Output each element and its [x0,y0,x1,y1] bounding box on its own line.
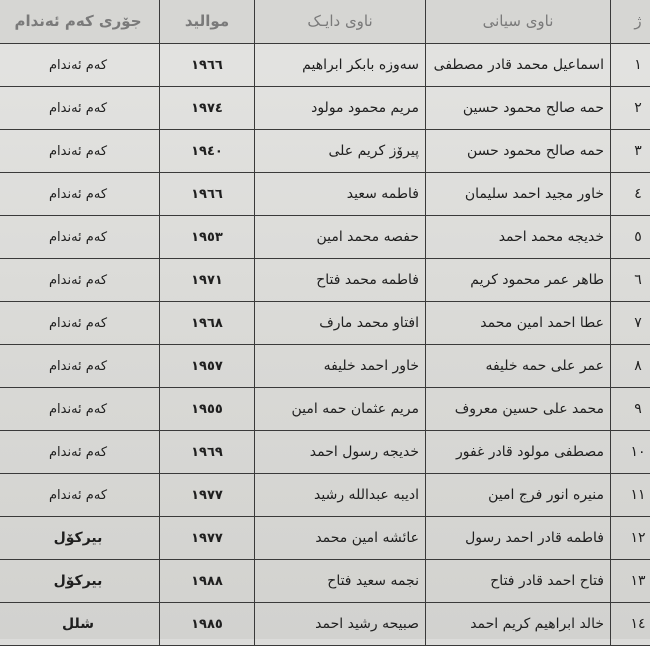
disability-type-cell: کەم ئەندام [0,216,160,259]
full-name-cell: طاهر عمر محمود كريم [426,259,611,302]
mother-name-cell: خديجه رسول احمد [255,431,426,474]
birth-year-cell: ١٩٦٨ [160,302,255,345]
birth-year-cell: ١٩٧٧ [160,474,255,517]
full-name-cell: منيره انور فرج امين [426,474,611,517]
table-row [0,603,650,646]
birth-year-cell: ١٩٧٤ [160,87,255,130]
mother-name-cell: اديبه عبدالله رشيد [255,474,426,517]
mother-name-cell: عائشه امين محمد [255,517,426,560]
header-full-name: ناوی سیانی [426,0,611,44]
full-name-cell: خاور مجيد احمد سليمان [426,173,611,216]
full-name-cell: فاطمه قادر احمد رسول [426,517,611,560]
mother-name-cell: مريم محمود مولود [255,87,426,130]
row-number-cell: ٢ [611,87,650,130]
birth-year-cell: ١٩٨٥ [160,603,255,646]
row-number-cell: ١٤ [611,603,650,646]
disability-type-cell: کەم ئەندام [0,259,160,302]
header-disability-type: جۆری کەم ئەندام [0,0,160,44]
table-row [0,345,650,388]
table-header [0,0,650,44]
table-row [0,560,650,603]
row-number-cell: ٣ [611,130,650,173]
table-row [0,388,650,431]
full-name-cell: حمه صالح محمود حسين [426,87,611,130]
mother-name-cell: فاطمه سعيد [255,173,426,216]
disability-type-cell: بيركۆل [0,560,160,603]
table-row [0,87,650,130]
table-row [0,431,650,474]
mother-name-cell: سەوزە بابكر ابراهيم [255,44,426,87]
disability-type-cell: کەم ئەندام [0,302,160,345]
row-number-cell: ١٣ [611,560,650,603]
birth-year-cell: ١٩٥٥ [160,388,255,431]
disability-type-cell: بيركۆل [0,517,160,560]
birth-year-cell: ١٩٦٦ [160,173,255,216]
disability-type-cell: کەم ئەندام [0,130,160,173]
table-row [0,173,650,216]
disability-type-cell: کەم ئەندام [0,431,160,474]
birth-year-cell: ١٩٤٠ [160,130,255,173]
row-number-cell: ٧ [611,302,650,345]
table-row [0,44,650,87]
table-row [0,474,650,517]
mother-name-cell: نجمه سعيد فتاح [255,560,426,603]
mother-name-cell: حفصه محمد امين [255,216,426,259]
full-name-cell: عطا احمد امين محمد [426,302,611,345]
disability-type-cell: شلل [0,603,160,646]
row-number-cell: ٩ [611,388,650,431]
header-row [0,0,650,44]
mother-name-cell: فاطمه محمد فتاح [255,259,426,302]
table-row [0,302,650,345]
row-number-cell: ١٢ [611,517,650,560]
full-name-cell: خديجه محمد احمد [426,216,611,259]
birth-year-cell: ١٩٥٧ [160,345,255,388]
birth-year-cell: ١٩٧٧ [160,517,255,560]
mother-name-cell: صبيحه رشيد احمد [255,603,426,646]
mother-name-cell: خاور احمد خليفه [255,345,426,388]
full-name-cell: عمر على حمه خليفه [426,345,611,388]
table-row [0,216,650,259]
table-row [0,130,650,173]
table-row [0,259,650,302]
row-number-cell: ١١ [611,474,650,517]
header-number: ژ [611,0,650,44]
row-number-cell: ١٠ [611,431,650,474]
disability-type-cell: کەم ئەندام [0,388,160,431]
mother-name-cell: افتاو محمد مارف [255,302,426,345]
header-mother-name: ناوی دایـک [255,0,426,44]
table-body [0,44,650,646]
disability-type-cell: کەم ئەندام [0,87,160,130]
full-name-cell: خالد ابراهيم كريم احمد [426,603,611,646]
table-row [0,517,650,560]
disability-type-cell: کەم ئەندام [0,474,160,517]
disability-type-cell: کەم ئەندام [0,173,160,216]
birth-year-cell: ١٩٧١ [160,259,255,302]
birth-year-cell: ١٩٨٨ [160,560,255,603]
disability-type-cell: کەم ئەندام [0,44,160,87]
full-name-cell: حمه صالح محمود حسن [426,130,611,173]
disability-type-cell: کەم ئەندام [0,345,160,388]
full-name-cell: فتاح احمد قادر فتاح [426,560,611,603]
row-number-cell: ٦ [611,259,650,302]
header-birth-year: مواليد [160,0,255,44]
row-number-cell: ٤ [611,173,650,216]
full-name-cell: محمد على حسين معروف [426,388,611,431]
birth-year-cell: ١٩٦٦ [160,44,255,87]
mother-name-cell: پيرۆز كريم على [255,130,426,173]
mother-name-cell: مريم عثمان حمه امين [255,388,426,431]
birth-year-cell: ١٩٦٩ [160,431,255,474]
full-name-cell: اسماعيل محمد قادر مصطفى [426,44,611,87]
row-number-cell: ٥ [611,216,650,259]
row-number-cell: ٨ [611,345,650,388]
birth-year-cell: ١٩٥٣ [160,216,255,259]
full-name-cell: مصطفى مولود قادر غفور [426,431,611,474]
row-number-cell: ١ [611,44,650,87]
